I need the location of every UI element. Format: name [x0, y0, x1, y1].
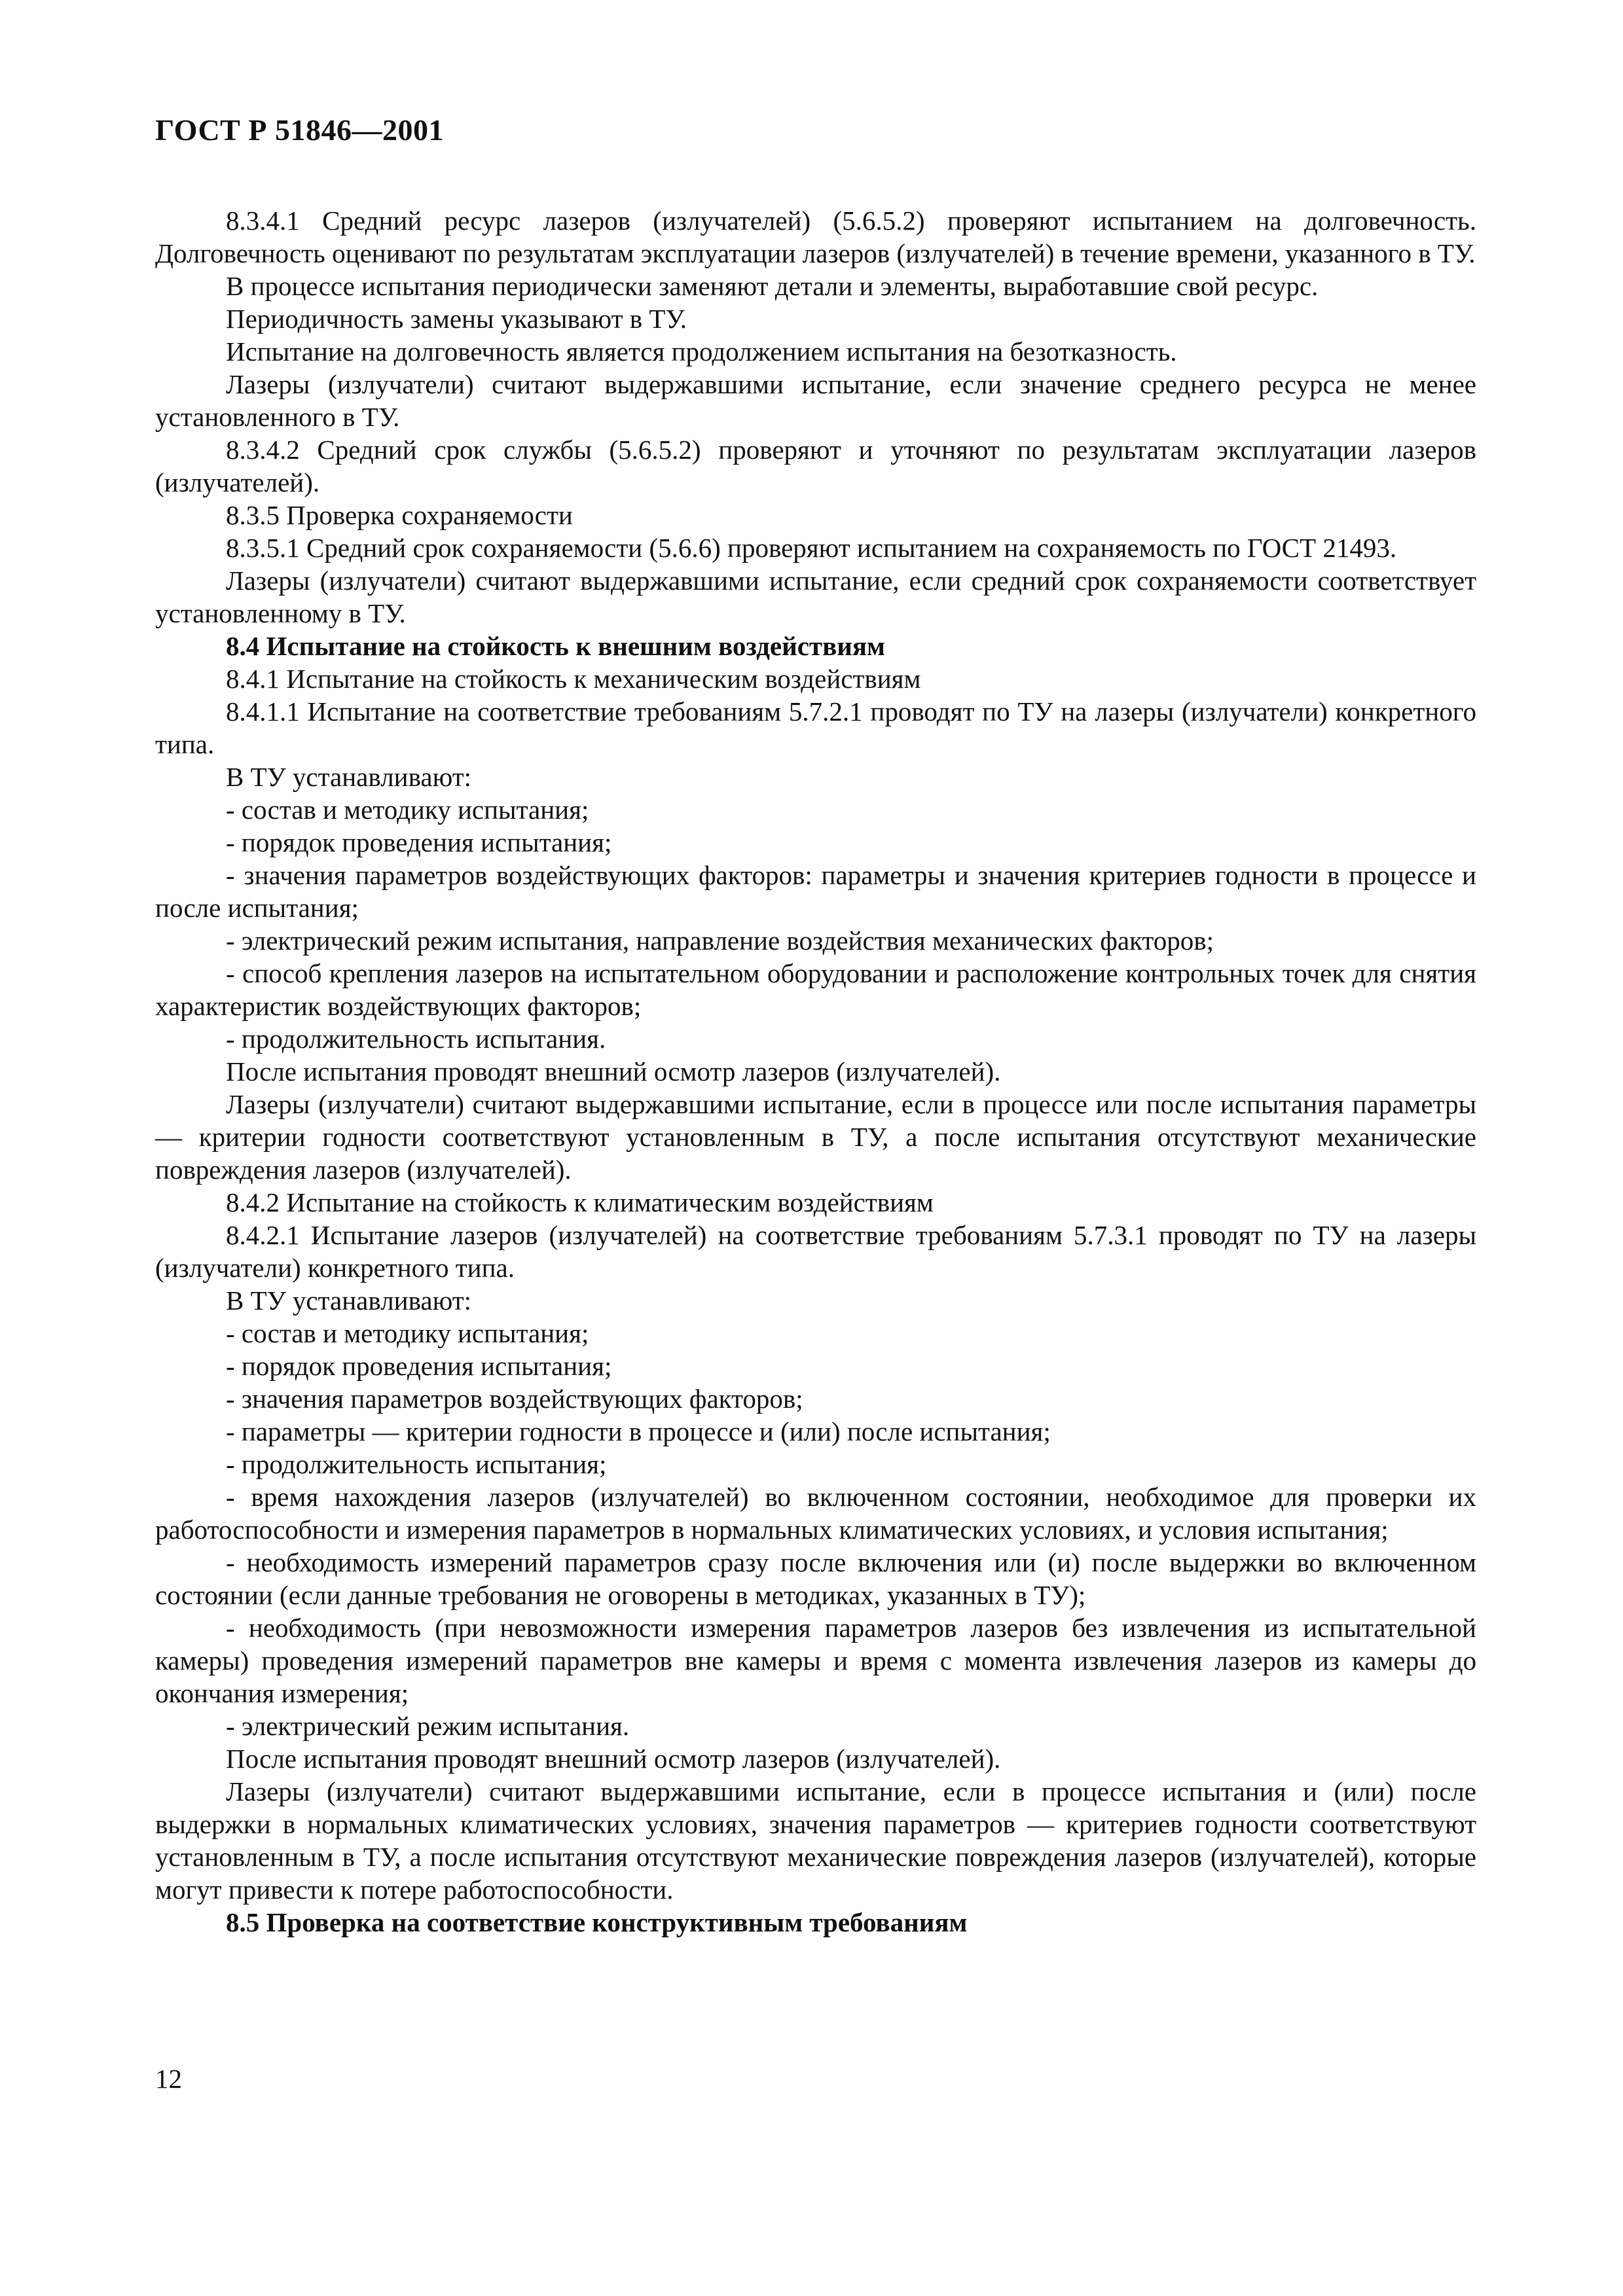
paragraph: - необходимость (при невозможности измерения параметров лазеров без извлечения из испытательной камеры) проведения измерений параметров вне камеры и время с момента извлечения лазеров из камеры до окончания измерения; [155, 1613, 1476, 1708]
paragraph: 8.3.5 Проверка сохраняемости [226, 500, 573, 530]
paragraph: - необходимость измерений параметров сразу после включения или (и) после выдержки во включенном состоянии (если данные требования не оговорены в методиках, указанных в ТУ); [155, 1547, 1476, 1610]
paragraph: Испытание на долговечность является продолжением испытания на безотказность. [226, 336, 1177, 367]
paragraph: 8.4.1 Испытание на стойкость к механическим воздействиям [226, 664, 921, 694]
paragraph: - состав и методику испытания; [226, 1318, 589, 1348]
paragraph: - значения параметров воздействующих факторов: параметры и значения критериев годности в процессе и после испытания; [155, 860, 1476, 923]
paragraph: - электрический режим испытания. [226, 1711, 630, 1741]
paragraph: - порядок проведения испытания; [226, 827, 612, 857]
paragraph: - значения параметров воздействующих факторов; [226, 1384, 803, 1414]
paragraph: - электрический режим испытания, направление воздействия механических факторов; [226, 925, 1214, 956]
paragraph: Лазеры (излучатели) считают выдержавшими испытание, если значение среднего ресурса не менее установленного в ТУ. [155, 369, 1476, 432]
paragraph: - порядок проведения испытания; [226, 1351, 612, 1381]
page-number: 12 [155, 2064, 182, 2094]
paragraph: После испытания проводят внешний осмотр лазеров (излучателей). [226, 1056, 1001, 1086]
section-heading: 8.5 Проверка на соответствие конструктивным требованиям [226, 1907, 968, 1937]
paragraph: - состав и методику испытания; [226, 795, 589, 825]
paragraph: - параметры — критерии годности в процессе и (или) после испытания; [226, 1416, 1051, 1446]
paragraph: Лазеры (излучатели) считают выдержавшими испытание, если средний срок сохраняемости соответствует установленному в ТУ. [155, 565, 1476, 628]
paragraph: 8.4.2 Испытание на стойкость к климатическим воздействиям [226, 1187, 934, 1217]
paragraph: Лазеры (излучатели) считают выдержавшими испытание, если в процессе или после испытания параметры — критерии годности соответствуют установленным в ТУ, а после испытания отсутствуют механические повреждения лазеров (излучателей). [155, 1089, 1476, 1185]
paragraph: 8.3.4.1 Средний ресурс лазеров (излучателей) (5.6.5.2) проверяют испытанием на долговечность. Долговечность оценивают по результатам эксплуатации лазеров (излучателей) в течение времени, указанного в ТУ. [155, 206, 1476, 268]
section-heading: 8.4 Испытание на стойкость к внешним воздействиям [226, 631, 885, 661]
paragraph: 8.4.1.1 Испытание на соответствие требованиям 5.7.2.1 проводят по ТУ на лазеры (излучатели) конкретного типа. [155, 696, 1476, 759]
paragraph: 8.4.2.1 Испытание лазеров (излучателей) на соответствие требованиям 5.7.3.1 проводят по ТУ на лазеры (излучатели) конкретного типа. [155, 1220, 1476, 1283]
paragraph: Периодичность замены указывают в ТУ. [226, 304, 687, 334]
paragraph: - продолжительность испытания; [226, 1449, 607, 1479]
paragraph: - способ крепления лазеров на испытательном оборудовании и расположение контрольных точек для снятия характеристик воздействующих факторов; [155, 958, 1476, 1021]
document-header: ГОСТ Р 51846—2001 [155, 113, 444, 147]
paragraph: 8.3.4.2 Средний срок службы (5.6.5.2) проверяют и уточняют по результатам эксплуатации лазеров (излучателей). [155, 435, 1476, 497]
paragraph: 8.3.5.1 Средний срок сохраняемости (5.6.6) проверяют испытанием на сохраняемость по ГОСТ 21493. [226, 533, 1397, 563]
paragraph: - продолжительность испытания. [226, 1024, 606, 1054]
paragraph: В процессе испытания периодически заменяют детали и элементы, выработавшие свой ресурс. [226, 271, 1319, 301]
document-body [155, 204, 1476, 1939]
paragraph: В ТУ устанавливают: [226, 1285, 472, 1316]
paragraph: - время нахождения лазеров (излучателей) во включенном состоянии, необходимое для проверки их работоспособности и измерения параметров в нормальных климатических условиях, и условия испытания; [155, 1482, 1476, 1545]
paragraph: После испытания проводят внешний осмотр лазеров (излучателей). [226, 1744, 1001, 1774]
paragraph: В ТУ устанавливают: [226, 762, 472, 792]
paragraph: Лазеры (излучатели) считают выдержавшими испытание, если в процессе испытания и (или) после выдержки в нормальных климатических условиях, значения параметров — критериев годности соответствуют установленным в ТУ, а после испытания отсутствуют механические повреждения лазеров (излучателей), которые могут привести к потере работоспособности. [155, 1776, 1476, 1905]
